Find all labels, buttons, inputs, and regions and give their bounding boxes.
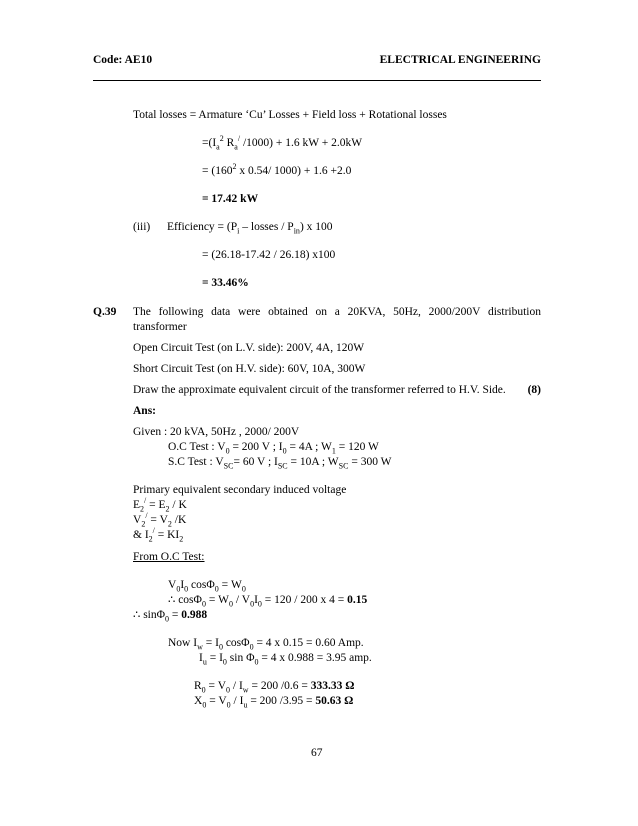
equation-v2: $V_2^/ = V_2$ /K: [133, 511, 187, 529]
total-losses-line: Total losses = Armature ‘Cu’ Losses + Field loss + Rotational losses: [133, 109, 447, 121]
header-subject: ELECTRICAL ENGINEERING: [379, 54, 541, 66]
equation-cos: ∴ $\cos\Phi_0 = W_0 / V_0I_0 = 120 / 200$ x 4 = 0.15: [168, 594, 368, 609]
efficiency-result: = 33.46%: [202, 277, 249, 289]
efficiency-step2: = (26.18-17.42 / 26.18) x100: [202, 249, 336, 261]
page-number: 67: [311, 747, 323, 759]
equation-r0: $R_0 = V_0 / I_w = 200$ /0.6 = 333.33 Ω: [194, 680, 355, 695]
efficiency-formula: Efficiency = ($P_i$ – losses / $P_{in}$) x 100: [167, 221, 333, 236]
equation-iw: Now $I_w = I_0$ cosΦ$_0$ = 4 x 0.15 = 0.60 Amp.: [168, 637, 364, 652]
losses-step1: $=(I_a^2$ $R_a^/$ /1000) + 1.6 kW + 2.0kW: [202, 134, 363, 152]
losses-step2: = ($160^2$ x 0.54/ 1000) + 1.6 +2.0: [202, 162, 352, 177]
from-oc-heading: From O.C Test:: [133, 551, 205, 563]
question-oc-test: Open Circuit Test (on L.V. side): 200V, 4A, 120W: [133, 342, 365, 354]
question-line1: The following data were obtained on a 20KVA, 50Hz, 2000/200V distribution: [133, 306, 541, 318]
header-code: Code: AE10: [93, 54, 153, 66]
equation-e2: $E_2^/ = E_2 / K$: [133, 496, 187, 514]
equation-x0: $X_0 = V_0 / I_u = 200$ /3.95 = 50.63 Ω: [194, 695, 354, 710]
question-sc-test: Short Circuit Test (on H.V. side): 60V, 10A, 300W: [133, 363, 366, 375]
losses-result: = 17.42 kW: [202, 193, 259, 205]
question-draw: Draw the approximate equivalent circuit of the transformer referred to H.V. Side.: [133, 384, 506, 396]
question-label: Q.39: [93, 306, 117, 318]
part-iii-label: (iii): [133, 221, 151, 233]
equation-iu: $I_u = I_0$ $\sin \Phi_0 = 4$ x 0.988 = 3.95 amp.: [199, 652, 372, 667]
equation-v0i0: $V_0I_0$ $\cos\Phi_0 = W_0$: [168, 579, 246, 594]
equation-sin: ∴ sinΦ$_0$ = 0.988: [133, 609, 208, 624]
answer-oc-values: O.C Test : $V_0 = 200$ V ; $I_0 = 4A$ ; $W_1 = 120$ W: [168, 441, 379, 456]
answer-sc-values: S.C Test : $V_{SC}= 60$ V ; $I_{SC} = 10A$ ; $W_{SC} = 300$ W: [168, 456, 392, 471]
answer-label: Ans:: [133, 405, 157, 417]
question-marks: (8): [527, 384, 541, 396]
primary-equivalent-heading: Primary equivalent secondary induced voltage: [133, 484, 347, 496]
question-line2: transformer: [133, 321, 187, 333]
answer-given: Given : 20 kVA, 50Hz , 2000/ 200V: [133, 426, 300, 438]
equation-i2: & $I_2^/ = KI_2$: [133, 526, 184, 544]
header-rule: [93, 80, 541, 81]
